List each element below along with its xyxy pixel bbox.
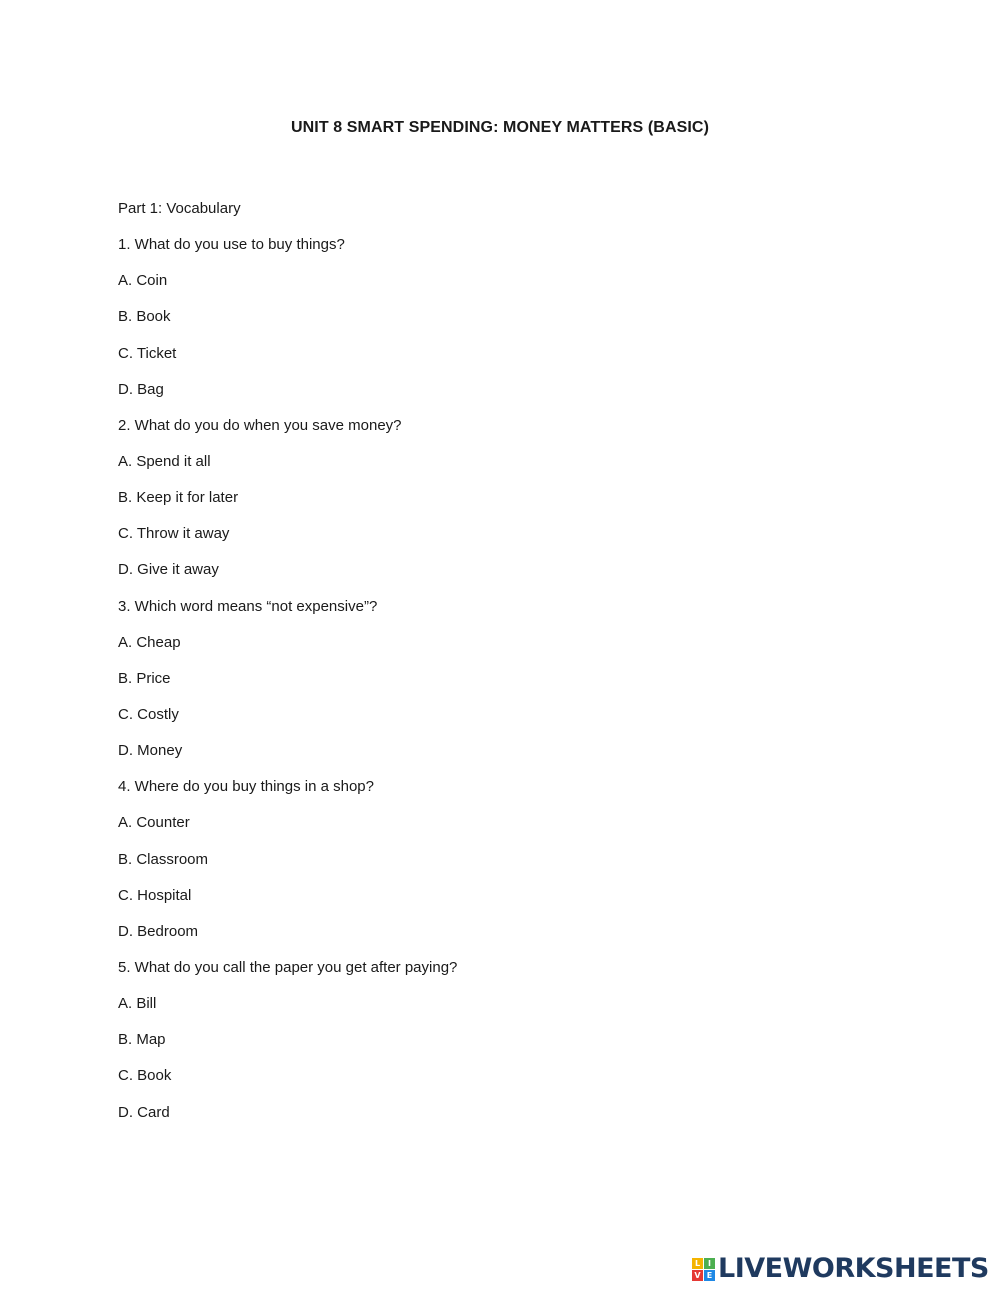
answer-option: A. Spend it all — [118, 452, 211, 470]
answer-option: D. Give it away — [118, 561, 219, 579]
answer-option: B. Price — [118, 669, 171, 687]
worksheet-body — [118, 200, 878, 1140]
question-2: 2. What do you do when you save money? — [118, 416, 402, 434]
answer-option: A. Counter — [118, 814, 190, 832]
logo-tile-i: I — [704, 1258, 715, 1269]
answer-option: B. Book — [118, 308, 171, 326]
logo-wordmark: LIVEWORKSHEETS — [718, 1253, 989, 1284]
answer-option: C. Ticket — [118, 344, 177, 362]
answer-option: A. Bill — [118, 995, 157, 1013]
answer-option: B. Classroom — [118, 850, 209, 868]
answer-option: B. Map — [118, 1031, 166, 1049]
question-5: 5. What do you call the paper you get after paying? — [118, 958, 458, 976]
logo-tile-e: E — [704, 1270, 715, 1281]
answer-option: C. Costly — [118, 705, 179, 723]
answer-option: C. Book — [118, 1067, 172, 1085]
answer-option: D. Money — [118, 742, 183, 760]
answer-option: A. Coin — [118, 272, 168, 290]
question-3: 3. Which word means “not expensive”? — [118, 597, 378, 615]
question-4: 4. Where do you buy things in a shop? — [118, 778, 374, 796]
logo-tile-l: L — [692, 1258, 703, 1269]
answer-option: C. Throw it away — [118, 525, 230, 543]
answer-option: D. Bedroom — [118, 922, 199, 940]
answer-option: D. Bag — [118, 380, 164, 398]
question-1: 1. What do you use to buy things? — [118, 236, 345, 254]
logo-tile-v: V — [692, 1270, 703, 1281]
worksheet-title: UNIT 8 SMART SPENDING: MONEY MATTERS (BASIC) — [290, 119, 710, 136]
liveworksheets-logo — [692, 1254, 989, 1284]
answer-option: C. Hospital — [118, 886, 192, 904]
liveworksheets-logo-icon — [692, 1258, 715, 1281]
answer-option: D. Card — [118, 1103, 170, 1121]
answer-option: B. Keep it for later — [118, 489, 239, 507]
answer-option: A. Cheap — [118, 633, 181, 651]
section-heading: Part 1: Vocabulary — [118, 200, 241, 217]
